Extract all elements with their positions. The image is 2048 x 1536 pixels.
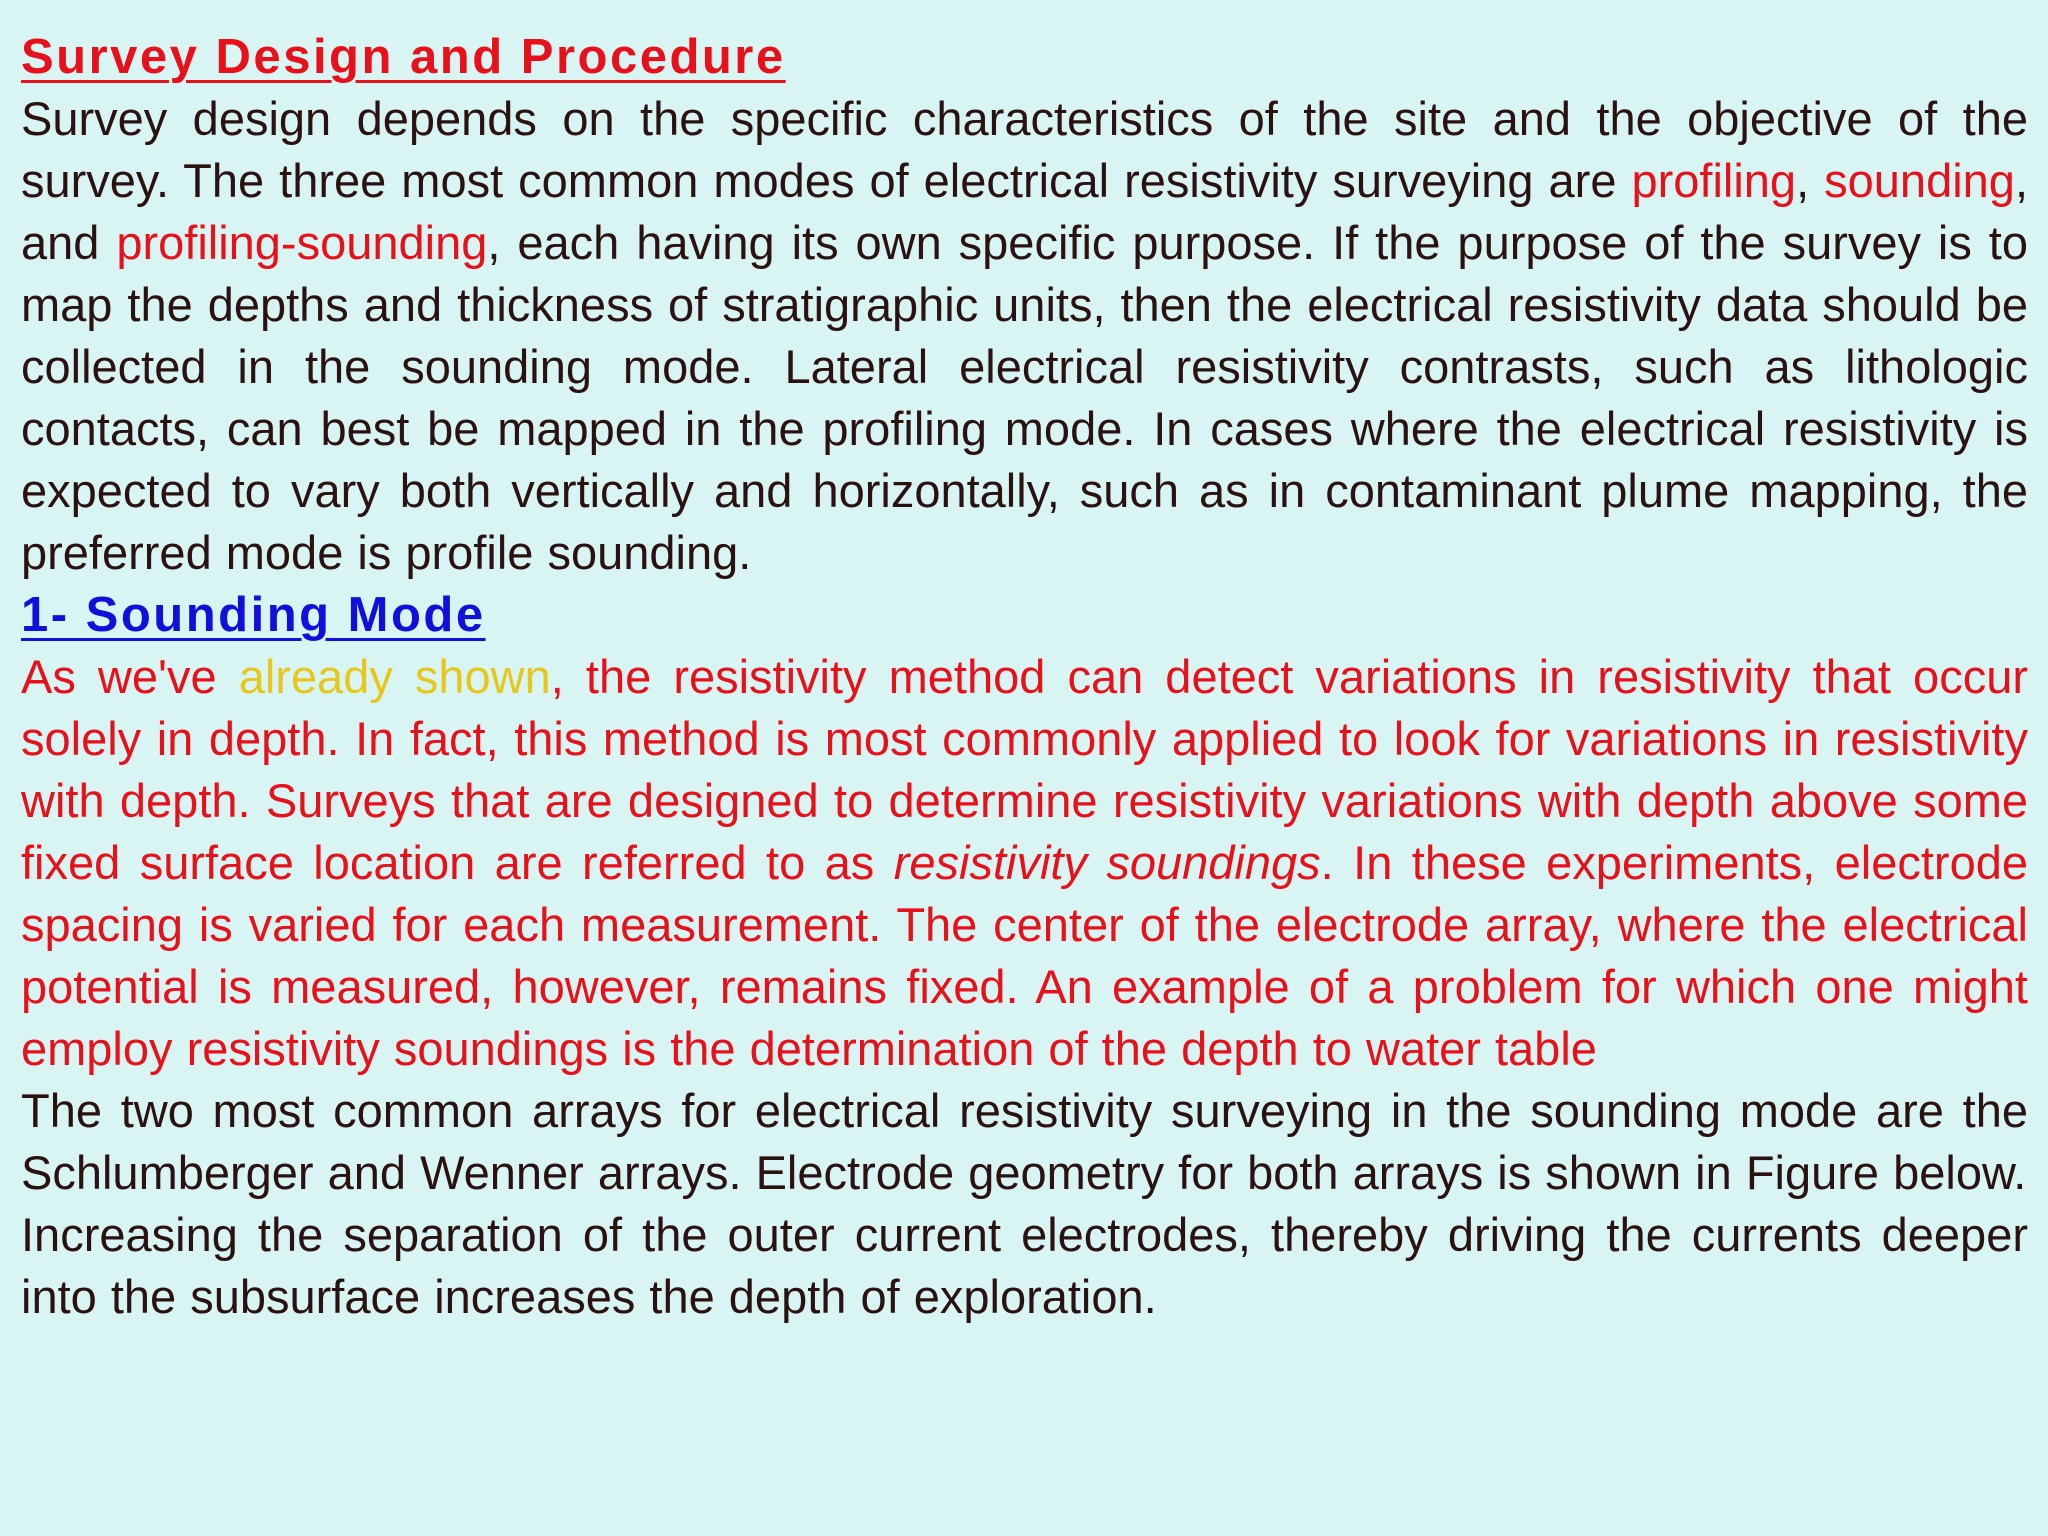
paragraph-text: , and [21,154,2028,269]
paragraph-text: As we've [21,650,239,703]
highlight-already-shown: already shown [238,650,551,703]
term-resistivity-soundings: resistivity soundings [893,836,1321,889]
paragraph-arrays: The two most common arrays for electrical resistivity surveying in the sounding mode are the Schlumberger and Wenner arrays. Electrode geometry for both arrays is shown in Figure below. [21,1084,2028,1199]
paragraph-text: , the resistivity method can detect variations in resistivity that occur solely in depth. In fact, this method is most commonly applied to look for variations in resistivity with depth. Surveys that are designed to determine resistivity variations with depth above some fixed surface location are referred to as [21,650,2028,889]
paragraph-text: Survey design depends on the specific characteristics of the site and the objective of the survey. The three most common modes of electrical resistivity surveying are [21,92,2028,207]
paragraph-text: , each having its own specific purpose. If the purpose of the survey is to map the depths and thickness of stratigraphic units, then the electrical resistivity data should be collected in the sounding mode. Lateral electrical resistivity contrasts, such as lithologic contacts, can best be mapped in the profiling mode. In cases where the electrical resistivity is expected to vary both vertically and horizontally, such as in contaminant plume mapping, the preferred mode is profile sounding. [21,216,2028,579]
term-sounding: sounding [1824,154,2015,207]
paragraph-sounding-mode [21,646,2028,1080]
term-profiling-sounding: profiling-sounding [116,216,488,269]
paragraph-text: , [1796,154,1825,207]
paragraph-exploration-depth: Increasing the separation of the outer current electrodes, thereby driving the currents deeper into the subsurface increases the depth of exploration. [21,1208,2028,1323]
term-profiling: profiling [1631,154,1797,207]
paragraph-text: . In these experiments, electrode spacing is varied for each measurement. The center of the electrode array, where the electrical potential is measured, however, remains fixed. An example of a problem for which one might employ resistivity soundings is the determination of the depth to water table [21,836,2028,1075]
section-title-survey-design: Survey Design and Procedure [21,30,786,84]
section-title-sounding-mode: 1- Sounding Mode [21,588,486,642]
paragraph-survey-design [21,88,2028,584]
